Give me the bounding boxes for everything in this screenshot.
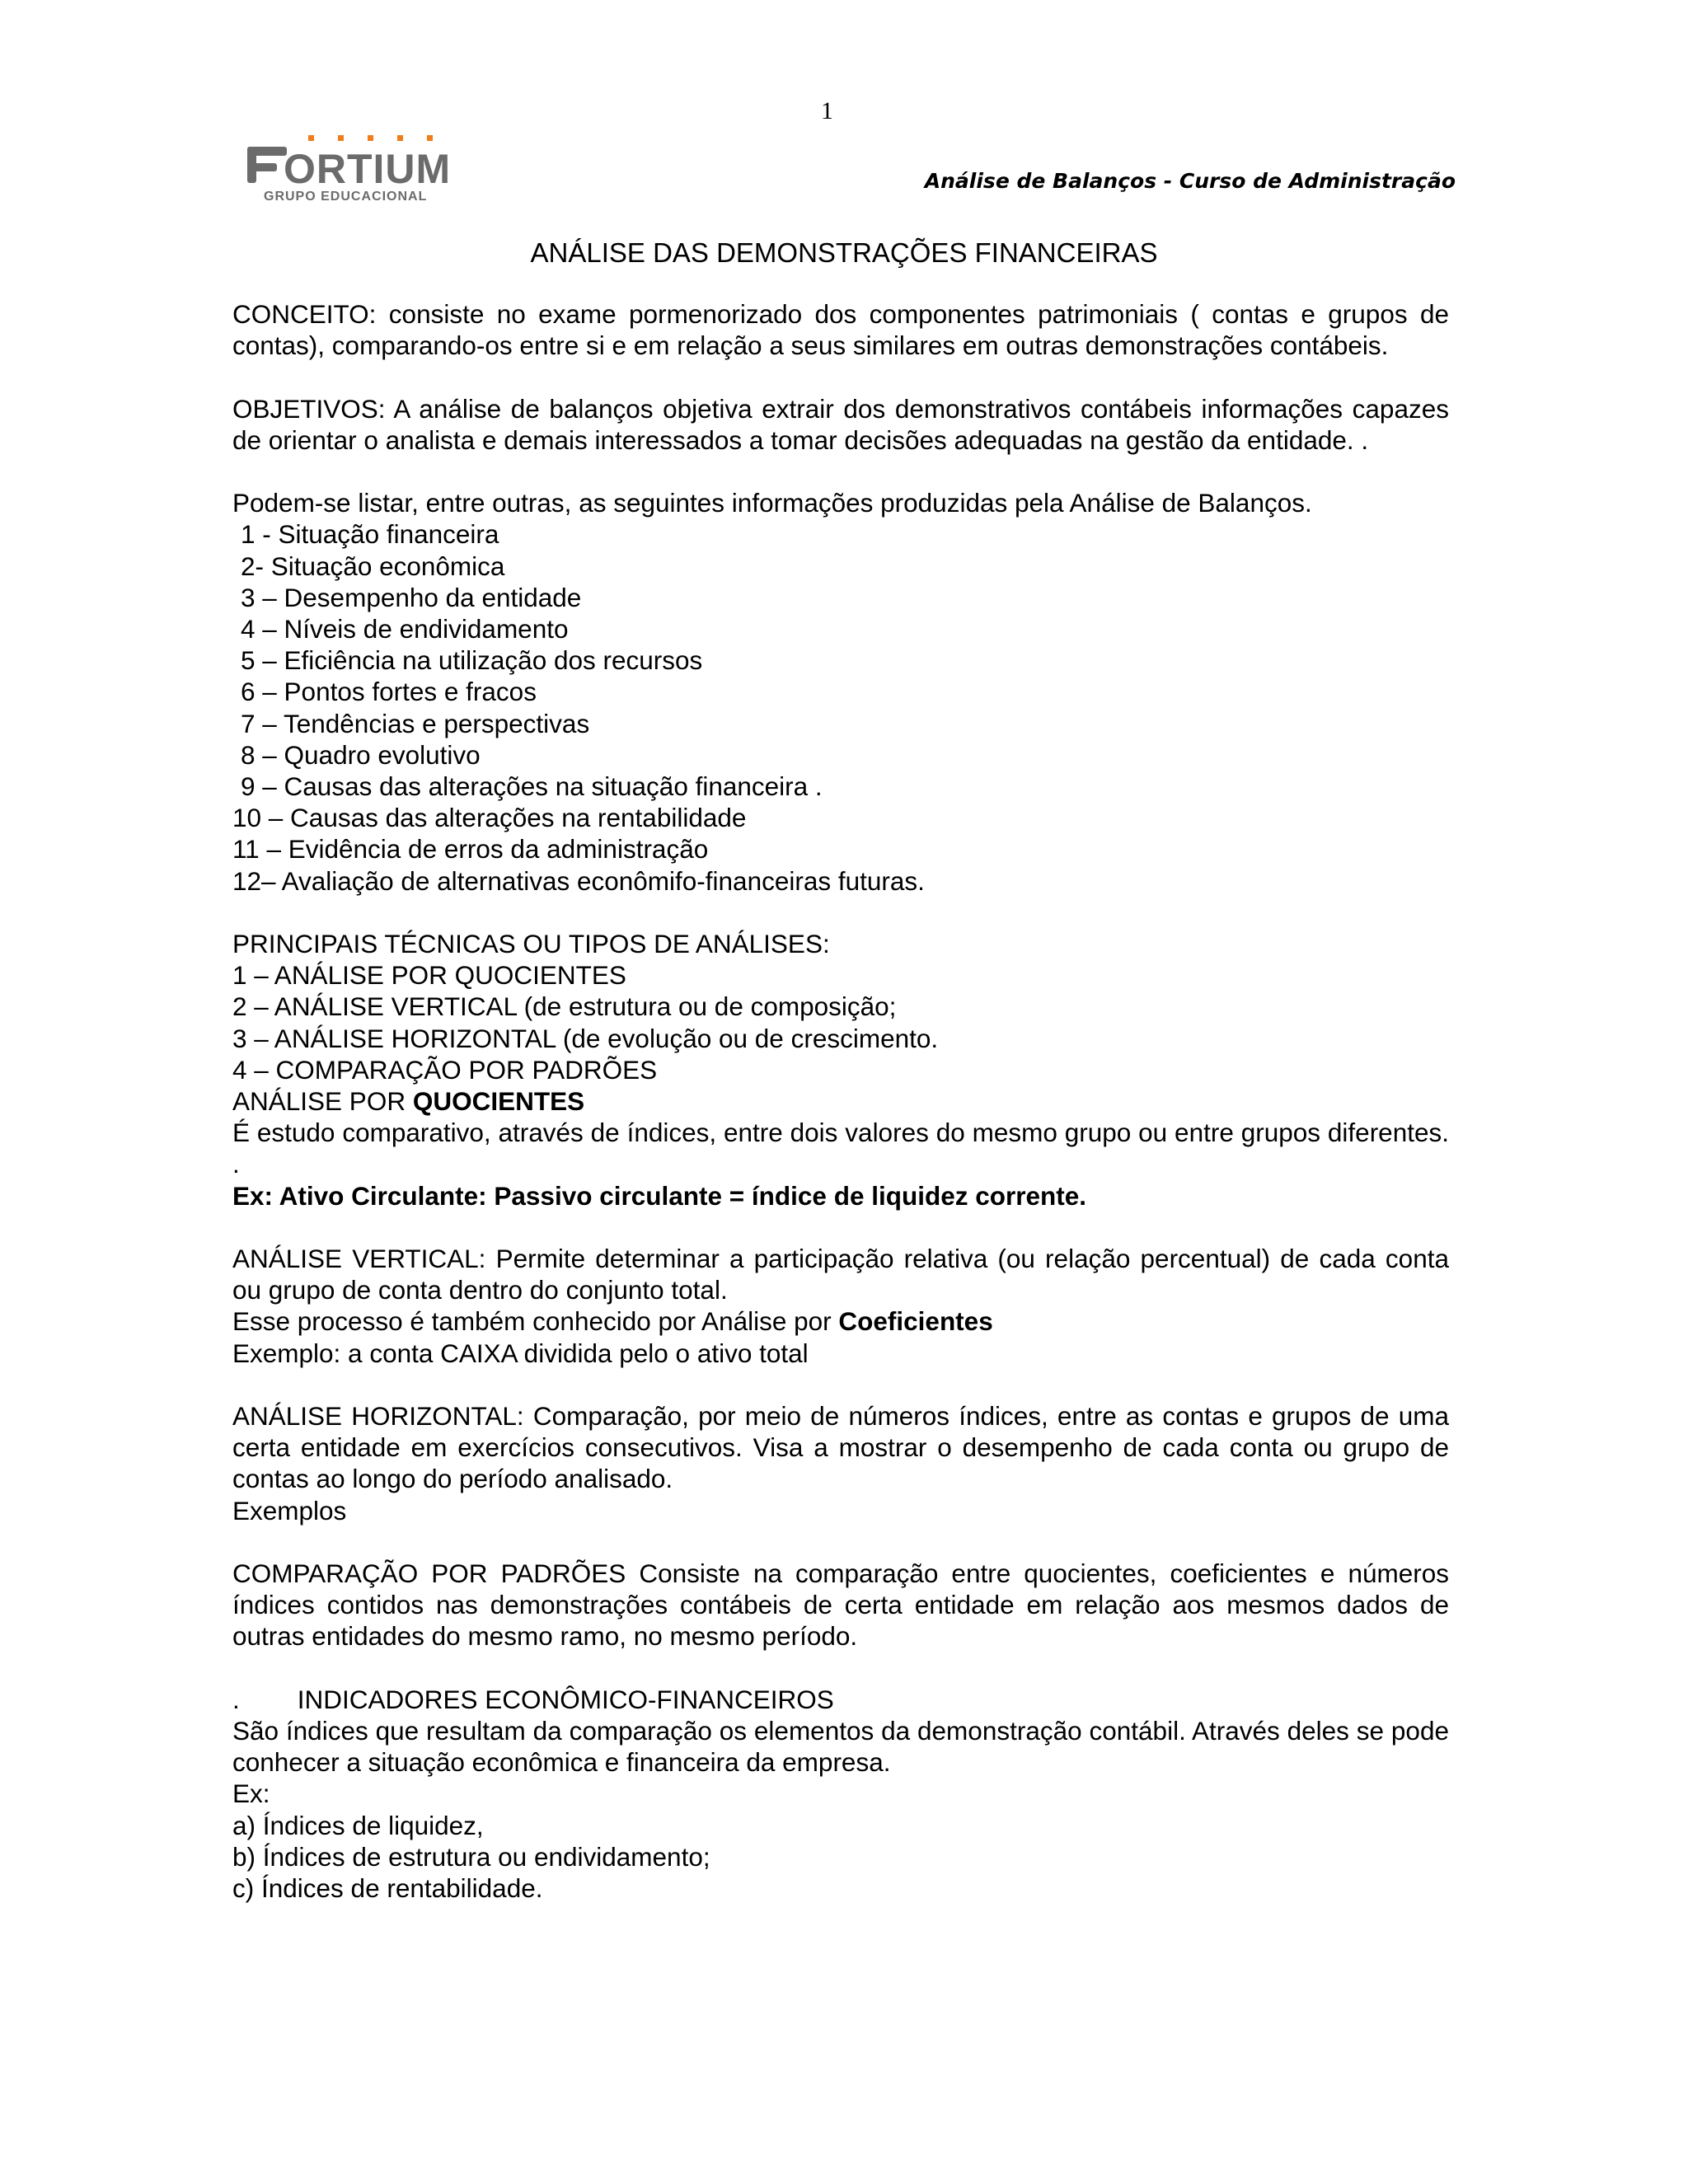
indicador-item: b) Índices de estrutura ou endividamento; [232, 1841, 710, 1872]
tecnica-item: 4 – COMPARAÇÃO POR PADRÕES [232, 1054, 658, 1085]
svg-text:ORTIUM: ORTIUM [284, 146, 452, 192]
indicadores-paragraph: São índices que resultam da comparação os elementos da demonstração contábil. Através deles se pode conhecer a situação econômica e financeira da empresa. [232, 1716, 1449, 1778]
info-intro: Podem-se listar, entre outras, as seguintes informações produzidas pela Análise de Balanços. [232, 488, 1312, 518]
info-item: 5 – Eficiência na utilização dos recursos [241, 645, 703, 676]
quocientes-paragraph: É estudo comparativo, através de índices, entre dois valores do mesmo grupo ou entre grupos diferentes. . [232, 1118, 1449, 1179]
info-item: 8 – Quadro evolutivo [241, 739, 481, 770]
info-item: 11 – Evidência de erros da administração [232, 834, 709, 865]
tecnica-item: 1 – ANÁLISE POR QUOCIENTES [232, 960, 626, 991]
tecnicas-heading: PRINCIPAIS TÉCNICAS OU TIPOS DE ANÁLISES: [232, 929, 830, 959]
header-course-title: Análise de Balanços - Curso de Administração [924, 169, 1456, 193]
quocientes-example: Ex: Ativo Circulante: Passivo circulante = índice de liquidez corrente. [232, 1180, 1087, 1211]
indicador-item: c) Índices de rentabilidade. [232, 1873, 543, 1904]
horizontal-examples: Exemplos [232, 1495, 347, 1526]
info-item: 2- Situação econômica [241, 551, 505, 581]
objetivos-paragraph: OBJETIVOS: A análise de balanços objetiva extrair dos demonstrativos contábeis informações capazes de orientar o analista e demais interessados a tomar decisões adequadas na gestão da entidade. . [232, 393, 1449, 455]
vertical-example: Exemplo: a conta CAIXA dividida pelo o ativo total [232, 1338, 809, 1368]
tecnica-item: 2 – ANÁLISE VERTICAL (de estrutura ou de composição; [232, 991, 897, 1022]
padroes-paragraph: COMPARAÇÃO POR PADRÕES Consiste na comparação entre quocientes, coeficientes e números índices contidos nas demonstrações contábeis de certa entidade em relação aos mesmos dados de outras entidades do mesmo ramo, no mesmo período. [232, 1558, 1449, 1652]
info-item: 6 – Pontos fortes e fracos [241, 677, 537, 707]
info-item: 3 – Desempenho da entidade [241, 582, 582, 612]
tecnica-item: 3 – ANÁLISE HORIZONTAL (de evolução ou de crescimento. [232, 1023, 939, 1053]
fortium-logo [247, 132, 462, 206]
indicadores-heading: . INDICADORES ECONÔMICO-FINANCEIROS [232, 1684, 834, 1714]
info-item: 10 – Causas das alterações na rentabilidade [232, 803, 747, 833]
indicadores-ex-label: Ex: [232, 1779, 270, 1809]
info-item: 1 - Situação financeira [241, 519, 499, 550]
page-number: 1 [821, 97, 833, 124]
conceito-paragraph: CONCEITO: consiste no exame pormenorizado dos componentes patrimoniais ( contas e grupos de contas), comparando-os entre si e em relação a seus similares em outras demonstrações contábeis. [232, 299, 1449, 361]
info-item: 4 – Níveis de endividamento [241, 614, 569, 644]
info-item: 12– Avaliação de alternativas econômifo-financeiras futuras. [232, 865, 925, 896]
quocientes-heading: ANÁLISE POR QUOCIENTES [232, 1086, 585, 1117]
document-body [232, 298, 1449, 1904]
vertical-also: Esse processo é também conhecido por Análise por Coeficientes [232, 1306, 993, 1337]
horizontal-paragraph: ANÁLISE HORIZONTAL: Comparação, por meio de números índices, entre as contas e grupos de uma certa entidade em exercícios consecutivos. Visa a mostrar o desempenho de cada conta ou grupo de contas ao longo do período analisado. [232, 1401, 1449, 1494]
vertical-paragraph: ANÁLISE VERTICAL: Permite determinar a participação relativa (ou relação percentual) de cada conta ou grupo de conta dentro do conjunto total. [232, 1244, 1449, 1305]
document-title: ANÁLISE DAS DEMONSTRAÇÕES FINANCEIRAS [530, 237, 1158, 268]
svg-text:GRUPO EDUCACIONAL: GRUPO EDUCACIONAL [264, 190, 428, 204]
info-item: 9 – Causas das alterações na situação financeira . [241, 771, 823, 802]
info-item: 7 – Tendências e perspectivas [241, 708, 590, 738]
indicador-item: a) Índices de liquidez, [232, 1810, 484, 1840]
